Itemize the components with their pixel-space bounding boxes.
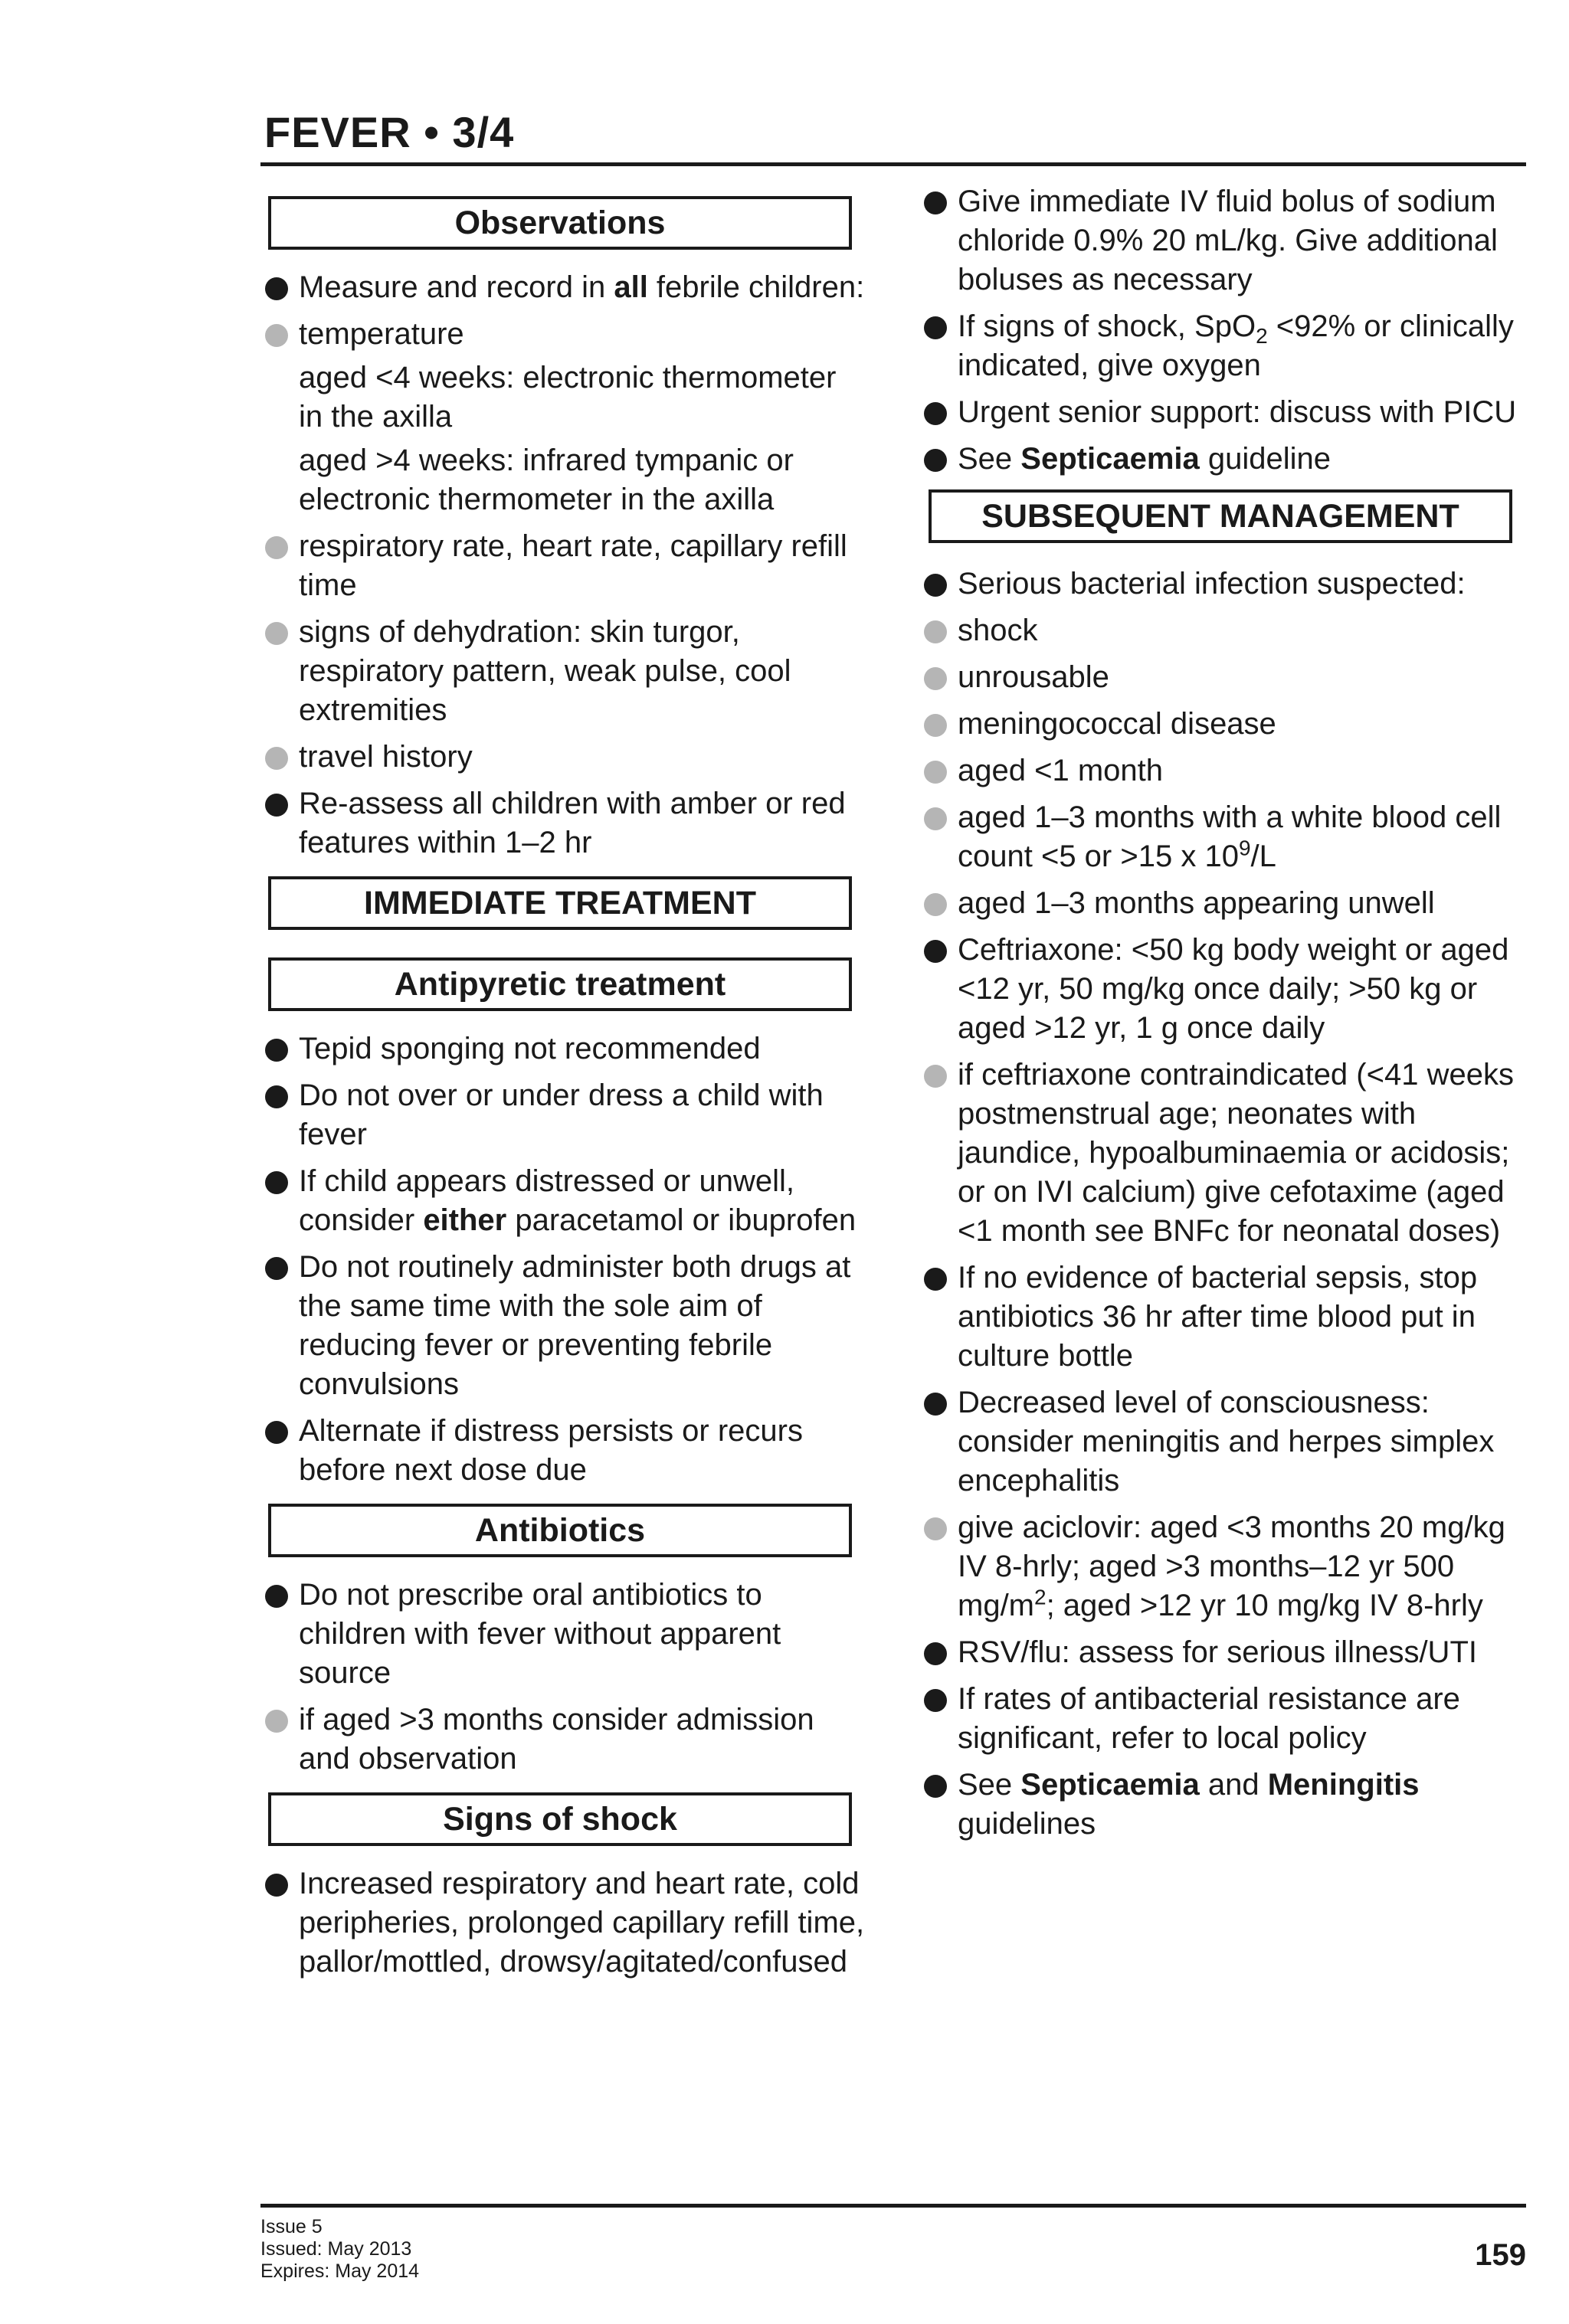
bullet-icon	[265, 1257, 288, 1280]
sub-bullet-icon	[924, 1517, 947, 1540]
bullet-icon	[924, 1642, 947, 1665]
list-item: temperature	[260, 315, 866, 354]
list-item: See Septicaemia and Meningitis guidelines	[919, 1766, 1526, 1844]
subsequent-list	[919, 565, 1526, 1844]
sub-bullet-icon	[265, 747, 288, 770]
immediate-actions-list	[919, 182, 1526, 479]
list-item: if ceftriaxone contraindicated (<41 weeks postmenstrual age; neonates with jaundice, hypoalbuminaemia or acidosis; or on IVI calcium) give cefotaxime (aged <1 month see BNFc for neonatal doses)	[919, 1056, 1526, 1251]
bullet-icon	[265, 1585, 288, 1608]
list-item: aged 1–3 months with a white blood cell count <5 or >15 x $10^9/L$	[919, 798, 1526, 876]
list-item: if aged >3 months consider admission and observation	[260, 1700, 866, 1779]
list-item: See Septicaemia guideline	[919, 440, 1526, 479]
sub-bullet-icon	[265, 1710, 288, 1733]
bullet-icon	[924, 191, 947, 214]
sub-bullet-icon	[265, 622, 288, 645]
list-item: Alternate if distress persists or recurs before next dose due	[260, 1412, 866, 1490]
list-item: Give immediate IV fluid bolus of sodium chloride 0.9% 20 mL/kg. Give additional boluses as necessary	[919, 182, 1526, 300]
list-item: Do not prescribe oral antibiotics to children with fever without apparent source	[260, 1576, 866, 1693]
list-item: aged 1–3 months appearing unwell	[919, 884, 1526, 923]
list-item: signs of dehydration: skin turgor, respiratory pattern, weak pulse, cool extremities	[260, 613, 866, 730]
signs-of-shock-heading: Signs of shock	[268, 1792, 852, 1846]
bullet-icon	[924, 1393, 947, 1416]
page-title: FEVER • 3/4	[264, 108, 515, 156]
list-item: Measure and record in all febrile children:	[260, 268, 866, 307]
list-item: Increased respiratory and heart rate, cold peripheries, prolonged capillary refill time, pallor/mottled, drowsy/agitated/confused	[260, 1864, 866, 1982]
list-item: Do not over or under dress a child with fever	[260, 1076, 866, 1154]
issued-date: Issued: May 2013	[260, 2238, 412, 2260]
list-item: aged <4 weeks: electronic thermometer in the axilla	[299, 361, 837, 434]
sub-bullet-icon	[924, 620, 947, 643]
observations-list	[260, 268, 866, 862]
list-item: Tepid sponging not recommended	[260, 1029, 866, 1069]
sub-bullet-icon	[924, 714, 947, 737]
list-item: aged >4 weeks: infrared tympanic or electronic thermometer in the axilla	[299, 444, 794, 516]
list-item: If signs of shock, SpO$_2$ <92% or clinically indicated, give oxygen	[919, 307, 1526, 385]
list-item: aged <1 month	[919, 751, 1526, 790]
antipyretic-heading: Antipyretic treatment	[268, 957, 852, 1011]
sub-bullet-icon	[924, 807, 947, 830]
list-item: meningococcal disease	[919, 705, 1526, 744]
bullet-icon	[265, 1039, 288, 1062]
expiry-date: Expires: May 2014	[260, 2260, 420, 2282]
list-item: RSV/flu: assess for serious illness/UTI	[919, 1633, 1526, 1672]
sub-bullet-icon	[924, 893, 947, 916]
issue-number: Issue 5	[260, 2216, 323, 2237]
list-item: Re-assess all children with amber or red features within 1–2 hr	[260, 784, 866, 862]
sub-bullet-icon	[924, 761, 947, 784]
bullet-icon	[924, 1775, 947, 1798]
list-item: give aciclovir: aged <3 months 20 mg/kg IV 8-hrly; aged >3 months–12 yr 500 $mg/m^2$; aged >12 yr 10 mg/kg IV 8-hrly	[919, 1508, 1526, 1625]
list-item: travel history	[260, 738, 866, 777]
bullet-icon	[265, 277, 288, 300]
subsequent-management-heading: SUBSEQUENT MANAGEMENT	[929, 489, 1512, 543]
antibiotics-list	[260, 1576, 866, 1779]
bullet-icon	[924, 449, 947, 472]
sub-bullet-icon	[924, 1065, 947, 1088]
footer-issue-info	[260, 2216, 419, 2283]
sub-bullet-icon	[265, 324, 288, 347]
list-item: respiratory rate, heart rate, capillary refill time	[260, 527, 866, 605]
list-item: unrousable	[919, 658, 1526, 697]
immediate-treatment-heading: IMMEDIATE TREATMENT	[268, 876, 852, 930]
list-item: Do not routinely administer both drugs at the same time with the sole aim of reducing fever or preventing febrile convulsions	[260, 1248, 866, 1404]
bullet-icon	[265, 1171, 288, 1194]
bullet-icon	[265, 1874, 288, 1897]
left-column	[260, 182, 866, 1989]
page-number: 159	[1475, 2238, 1526, 2272]
list-item: Urgent senior support: discuss with PICU	[919, 393, 1526, 432]
antipyretic-list	[260, 1029, 866, 1490]
bullet-icon	[924, 402, 947, 425]
bullet-icon	[924, 316, 947, 339]
bullet-icon	[265, 794, 288, 817]
bullet-icon	[924, 574, 947, 597]
list-item: If no evidence of bacterial sepsis, stop antibiotics 36 hr after time blood put in culture bottle	[919, 1259, 1526, 1376]
antibiotics-heading: Antibiotics	[268, 1504, 852, 1557]
list-item: If child appears distressed or unwell, consider either paracetamol or ibuprofen	[260, 1162, 866, 1240]
title-divider	[260, 162, 1526, 166]
bullet-icon	[924, 1689, 947, 1712]
bullet-icon	[924, 1268, 947, 1291]
sub-bullet-icon	[924, 667, 947, 690]
shock-list	[260, 1864, 866, 1982]
bullet-icon	[924, 940, 947, 963]
bullet-icon	[265, 1421, 288, 1444]
sub-bullet-icon	[265, 536, 288, 559]
observations-heading: Observations	[268, 196, 852, 250]
list-item: Serious bacterial infection suspected:	[919, 565, 1526, 604]
list-item: shock	[919, 611, 1526, 650]
right-column	[919, 182, 1526, 1851]
bullet-icon	[265, 1085, 288, 1108]
footer-divider	[260, 2204, 1526, 2208]
list-item: Decreased level of consciousness: consider meningitis and herpes simplex encephalitis	[919, 1383, 1526, 1501]
list-item: Ceftriaxone: <50 kg body weight or aged <12 yr, 50 mg/kg once daily; >50 kg or aged >12 yr, 1 g once daily	[919, 931, 1526, 1048]
list-item: If rates of antibacterial resistance are significant, refer to local policy	[919, 1680, 1526, 1758]
